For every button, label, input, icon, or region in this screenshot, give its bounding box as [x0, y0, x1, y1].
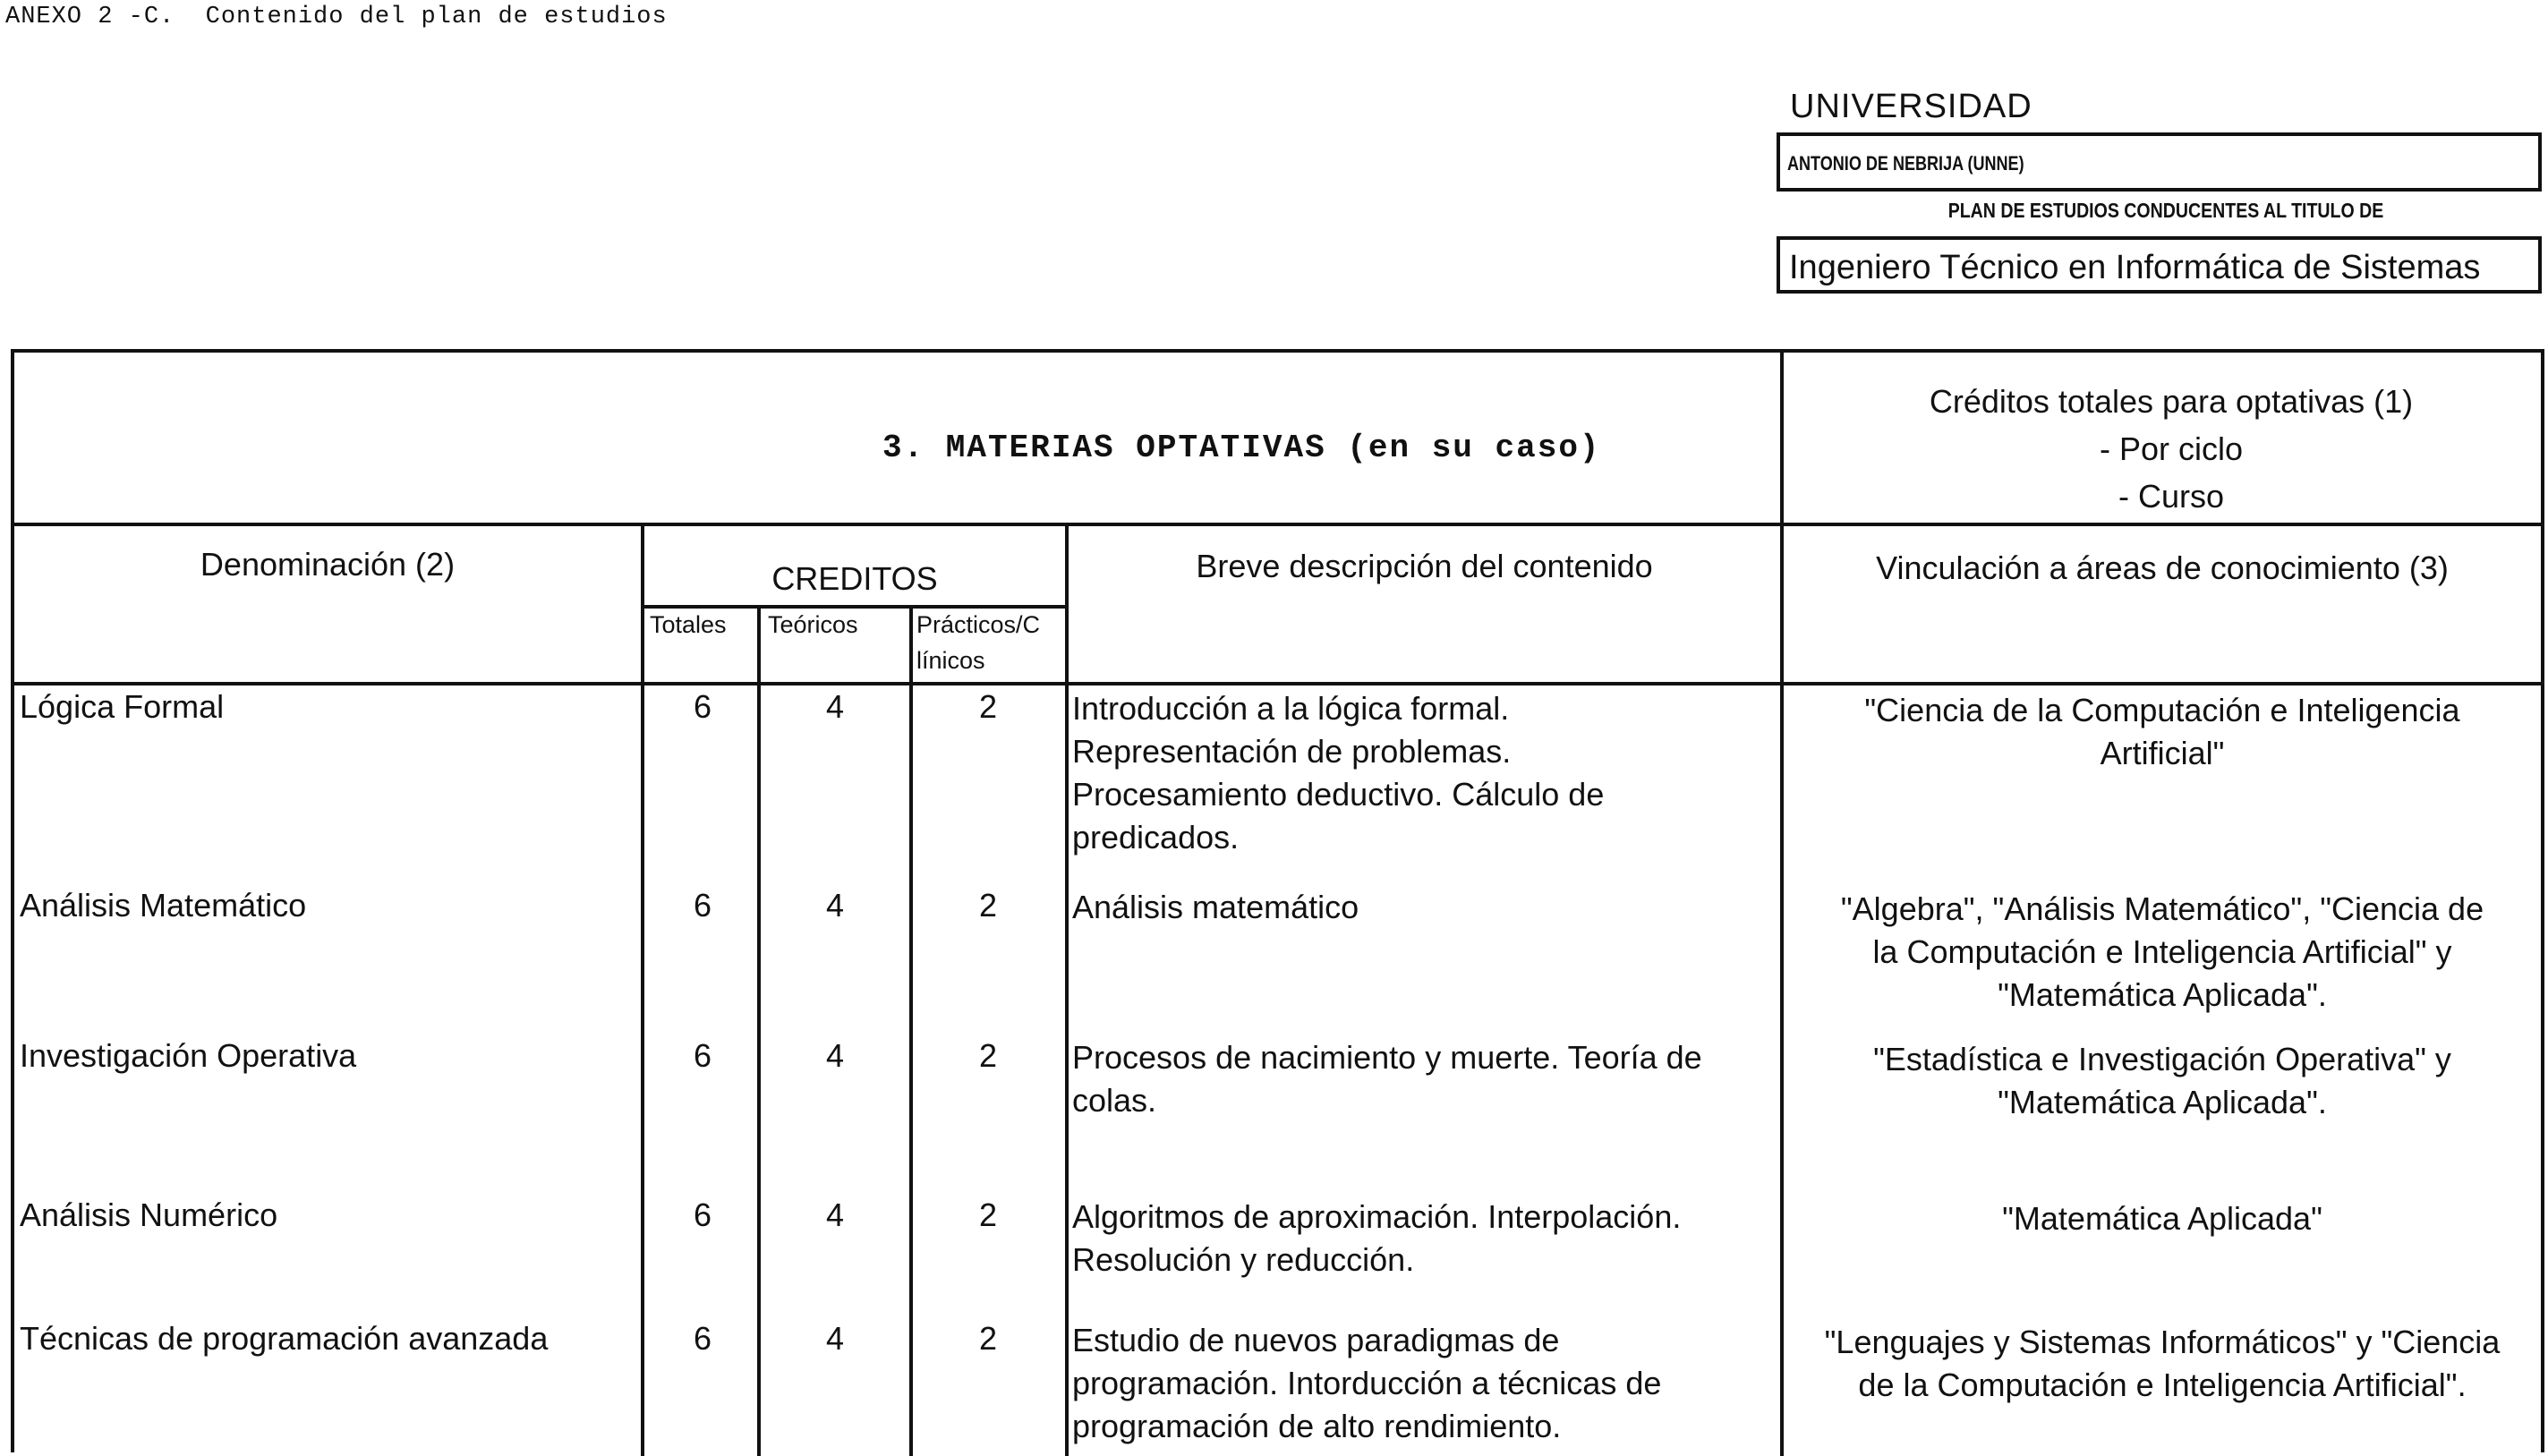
- university-name-box: [1777, 132, 2542, 192]
- description-line: Resolución y reducción.: [1072, 1241, 1415, 1278]
- practicos-header: [916, 607, 1040, 678]
- area-line: Artificial": [2100, 735, 2225, 771]
- col-divider-5: [1780, 353, 1784, 1456]
- description-line: predicados.: [1072, 819, 1240, 856]
- knowledge-areas: [1786, 1321, 2538, 1407]
- vinculacion-header: Vinculación a áreas de conocimiento (3): [1876, 549, 2449, 586]
- description-line: Introducción a la lógica formal.: [1072, 690, 1510, 727]
- credits-teoricos: 4: [825, 1320, 845, 1357]
- col-divider-2: [757, 605, 761, 1456]
- knowledge-areas: [1786, 689, 2538, 775]
- credits-teoricos: 4: [825, 887, 845, 924]
- creditos-header: CREDITOS: [771, 560, 938, 597]
- area-line: "Matemática Aplicada".: [1998, 1084, 2327, 1120]
- total-credits-info: [1791, 378, 2548, 520]
- subject-name: Lógica Formal: [20, 688, 225, 725]
- credits-totales: 6: [693, 1037, 712, 1074]
- col-divider-3: [909, 605, 913, 1456]
- descripcion-header: Breve descripción del contenido: [1196, 548, 1653, 584]
- credits-totales: 6: [693, 688, 712, 725]
- university-label: UNIVERSIDAD: [1790, 88, 2032, 125]
- total-credits-line: - Curso: [2118, 478, 2225, 515]
- credits-practicos: 2: [978, 887, 998, 924]
- denominacion-header: Denominación (2): [200, 546, 456, 583]
- description-line: Procesamiento deductivo. Cálculo de: [1072, 776, 1605, 813]
- subject-description: [1072, 1036, 1779, 1122]
- area-line: "Matemática Aplicada".: [1998, 976, 2327, 1013]
- knowledge-areas: [1786, 888, 2538, 1017]
- subject-description: [1072, 1196, 1779, 1281]
- credits-teoricos: 4: [825, 1037, 845, 1074]
- description-line: colas.: [1072, 1082, 1157, 1119]
- description-line: Análisis matemático: [1072, 889, 1359, 925]
- area-line: "Ciencia de la Computación e Inteligencia: [1864, 692, 2460, 728]
- total-credits-line: Créditos totales para optativas (1): [1929, 383, 2414, 420]
- credits-totales: 6: [693, 887, 712, 924]
- annex-heading: ANEXO 2 -C. Contenido del plan de estudios: [5, 4, 668, 30]
- col-divider-4: [1065, 523, 1069, 1456]
- optional-subjects-table: [11, 349, 2544, 1452]
- credits-practicos: 2: [978, 1196, 998, 1233]
- credits-totales: 6: [693, 1320, 712, 1357]
- columns-divider: [14, 682, 2541, 685]
- subject-name: Técnicas de programación avanzada: [20, 1320, 549, 1357]
- plan-label: PLAN DE ESTUDIOS CONDUCENTES AL TITULO DE: [1947, 199, 2384, 222]
- subject-description: [1072, 886, 1779, 929]
- degree-title: Ingeniero Técnico en Informática de Sistemas: [1789, 249, 2481, 286]
- subject-name: Investigación Operativa: [20, 1037, 357, 1074]
- area-line: la Computación e Inteligencia Artificial" y: [1872, 933, 2452, 970]
- credits-totales: 6: [693, 1196, 712, 1233]
- section-title: 3. MATERIAS OPTATIVAS (en su caso): [882, 430, 1601, 466]
- totales-header: Totales: [650, 611, 727, 638]
- area-line: "Matemática Aplicada": [2002, 1200, 2322, 1237]
- credits-practicos: 2: [978, 1037, 998, 1074]
- description-line: Procesos de nacimiento y muerte. Teoría de: [1072, 1039, 1702, 1076]
- credits-practicos: 2: [978, 688, 998, 725]
- knowledge-areas: [1786, 1038, 2538, 1124]
- university-name: ANTONIO DE NEBRIJA (UNNE): [1787, 152, 2024, 175]
- credits-teoricos: 4: [825, 1196, 845, 1233]
- practicos-header-line: línicos: [916, 647, 985, 674]
- degree-title-box: [1777, 236, 2542, 294]
- subject-description: [1072, 1319, 1779, 1448]
- description-line: programación. Intorducción a técnicas de: [1072, 1365, 1662, 1401]
- subject-description: [1072, 687, 1779, 859]
- teoricos-header: Teóricos: [768, 611, 858, 638]
- description-line: Representación de problemas.: [1072, 733, 1512, 770]
- area-line: "Estadística e Investigación Operativa" y: [1873, 1041, 2451, 1077]
- subject-name: Análisis Numérico: [20, 1196, 278, 1233]
- subject-name: Análisis Matemático: [20, 887, 307, 924]
- area-line: "Algebra", "Análisis Matemático", "Ciencia de: [1840, 890, 2484, 927]
- description-line: Estudio de nuevos paradigmas de: [1072, 1322, 1560, 1358]
- credits-practicos: 2: [978, 1320, 998, 1357]
- header-divider: [14, 523, 2541, 526]
- description-line: programación de alto rendimiento.: [1072, 1408, 1562, 1444]
- area-line: "Lenguajes y Sistemas Informáticos" y "Ciencia: [1824, 1324, 2501, 1360]
- area-line: de la Computación e Inteligencia Artificial".: [1858, 1367, 2467, 1403]
- col-divider-1: [641, 523, 644, 1456]
- total-credits-line: - Por ciclo: [2099, 430, 2244, 467]
- knowledge-areas: [1786, 1197, 2538, 1240]
- credits-teoricos: 4: [825, 688, 845, 725]
- description-line: Algoritmos de aproximación. Interpolación.: [1072, 1198, 1682, 1235]
- practicos-header-line: Prácticos/C: [916, 611, 1041, 638]
